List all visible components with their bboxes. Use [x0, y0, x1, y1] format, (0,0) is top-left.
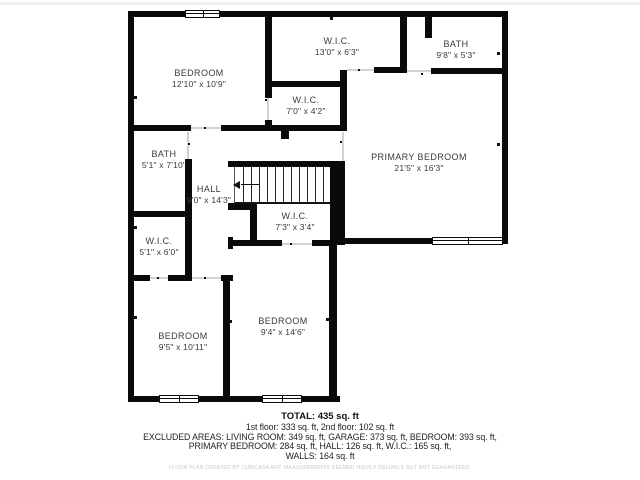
total-area: TOTAL: 435 sq. ft — [281, 411, 359, 422]
door-swing-mark — [188, 143, 190, 145]
room-name: W.I.C. — [323, 36, 351, 46]
wall — [425, 11, 432, 38]
wall — [329, 244, 337, 396]
wall-tick — [326, 318, 329, 321]
room-label-primary-bedroom — [371, 152, 467, 174]
wall — [228, 237, 233, 249]
staircase — [234, 167, 330, 204]
door-opening — [191, 127, 221, 129]
wall — [281, 131, 289, 139]
wall — [128, 11, 134, 402]
wall — [168, 275, 192, 281]
room-name: BEDROOM — [258, 316, 308, 326]
wall — [502, 11, 508, 244]
wall-tick — [330, 17, 333, 20]
wall — [312, 240, 330, 246]
stair-direction-line — [241, 184, 259, 185]
wall — [185, 217, 192, 275]
wall-tick — [134, 316, 137, 319]
room-label-hall — [187, 184, 231, 206]
door-opening — [342, 132, 344, 161]
room-dimensions: 7'0" x 4'2" — [286, 106, 326, 116]
wall — [431, 68, 505, 74]
stair-tread — [259, 167, 260, 202]
wall-tick — [497, 52, 500, 55]
door-swing-mark — [340, 141, 342, 143]
window — [262, 395, 302, 403]
room-dimensions: 5'1" x 6'0" — [139, 247, 179, 257]
room-name: W.I.C. — [145, 236, 173, 246]
door-opening — [407, 70, 431, 72]
door-swing-mark — [204, 277, 206, 279]
stair-tread — [307, 167, 308, 202]
room-dimensions: 5'1" x 7'10" — [141, 160, 187, 170]
room-dimensions: 21'5" x 16'3" — [394, 163, 444, 173]
stair-tread — [291, 167, 292, 202]
door-swing-mark — [265, 99, 267, 101]
window — [159, 395, 199, 403]
wall — [228, 240, 282, 246]
room-dimensions: 7'3" x 3'4" — [275, 222, 315, 232]
wall-tick — [229, 320, 232, 323]
stair-tread — [299, 167, 300, 202]
room-name: W.I.C. — [281, 211, 309, 221]
wall — [340, 70, 347, 131]
window — [185, 10, 220, 18]
room-label-bath-left — [142, 149, 186, 171]
room-label-bedroom-bottom-mid — [258, 316, 307, 338]
room-name: PRIMARY BEDROOM — [371, 152, 467, 162]
excluded-areas-line-3: WALLS: 164 sq. ft — [285, 450, 355, 461]
stair-tread — [315, 167, 316, 202]
room-name: BATH — [151, 149, 177, 159]
door-opening — [192, 277, 221, 279]
room-label-bedroom-top-left — [172, 68, 226, 90]
wall — [400, 11, 407, 73]
room-dimensions: 9'4" x 14'6" — [260, 327, 306, 337]
room-dimensions: 13'0" x 6'3" — [314, 47, 360, 57]
stair-tread — [275, 167, 276, 202]
wall — [228, 203, 250, 210]
wall — [330, 161, 345, 245]
room-label-bedroom-bottom-left — [158, 331, 207, 353]
window-divider — [468, 238, 469, 244]
room-name: W.I.C. — [292, 95, 320, 105]
door-swing-mark — [290, 243, 292, 245]
wall-tick — [497, 143, 500, 146]
window-divider — [179, 396, 180, 402]
stair-direction-arrow — [233, 181, 240, 189]
room-label-wic-left — [139, 236, 178, 258]
window — [432, 237, 503, 245]
door-swing-mark — [421, 73, 423, 75]
room-label-wic-center — [275, 211, 314, 233]
floor-areas: 1st floor: 333 sq. ft, 2nd floor: 102 sq. ft — [245, 422, 395, 432]
stair-tread — [267, 167, 268, 202]
wall-tick — [134, 96, 137, 99]
window-divider — [203, 11, 204, 17]
room-dimensions: 12'10" x 10'9" — [171, 79, 227, 89]
door-swing-mark — [157, 277, 159, 279]
disclaimer: FLOOR PLAN CREATED BY CUBICASA APP. MEASUREMENTS DEEMED HIGHLY RELIABLE BUT NOT GUARANTEED. — [168, 465, 472, 472]
room-name: HALL — [196, 184, 222, 194]
door-opening — [267, 98, 269, 120]
wall — [128, 211, 192, 217]
wall — [223, 275, 230, 396]
wall-tick — [134, 226, 137, 229]
room-dimensions: 9'0" x 14'3" — [186, 195, 232, 205]
wall — [265, 81, 347, 87]
room-dimensions: 9'5" x 10'11" — [158, 342, 208, 352]
wall — [128, 125, 191, 131]
door-opening — [187, 132, 189, 159]
door-opening — [347, 69, 374, 71]
stair-tread — [283, 167, 284, 202]
stair-tread — [323, 167, 324, 202]
excluded-areas-line-2: PRIMARY BEDROOM: 284 sq. ft, HALL: 126 sq. ft, W.I.C.: 165 sq. ft, — [188, 441, 452, 452]
door-swing-mark — [358, 69, 360, 71]
room-name: BEDROOM — [174, 68, 224, 78]
door-opening — [282, 243, 312, 245]
excluded-areas-line-1: EXCLUDED AREAS: LIVING ROOM: 349 sq. ft, GARAGE: 373 sq. ft, BEDROOM: 393 sq. ft, — [143, 431, 497, 442]
room-dimensions: 9'8" x 5'3" — [436, 50, 476, 60]
room-label-wic-top-center — [315, 36, 359, 58]
room-name: BEDROOM — [158, 331, 208, 341]
area-summary — [0, 411, 640, 471]
door-opening — [150, 277, 168, 279]
room-label-bath-top-right — [436, 39, 475, 61]
room-name: BATH — [443, 39, 469, 49]
room-label-wic-mid — [286, 95, 325, 117]
door-swing-mark — [204, 127, 206, 129]
window-divider — [282, 396, 283, 402]
wall — [128, 275, 150, 281]
